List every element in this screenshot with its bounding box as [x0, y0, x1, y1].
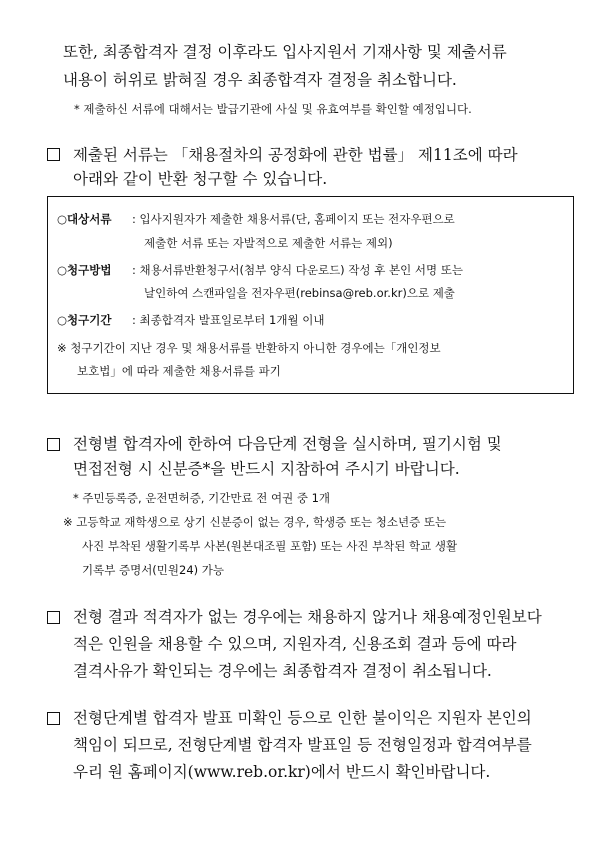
item1-label: ○대상서류: [57, 212, 112, 226]
para0-note: * 제출하신 서류에 대해서는 발급기관에 사실 및 유효여부를 확인할 예정입니다.: [74, 102, 472, 116]
section4-line3: 우리 원 홈페이지(www.reb.or.kr)에서 반드시 확인바랍니다.: [73, 763, 491, 781]
para0-line2: 내용이 허위로 밝혀질 경우 최종합격자 결정을 취소합니다.: [63, 71, 457, 89]
item3-label: ○청구기간: [57, 313, 112, 327]
item2-line2: 날인하여 스캔파일을 전자우편(rebinsa@reb.or.kr)으로 제출: [144, 286, 455, 300]
checkbox-section1: [47, 148, 60, 161]
section2-note1: * 주민등록증, 운전면허증, 기간만료 전 여권 중 1개: [73, 491, 331, 505]
box-note-line1: ※ 청구기간이 지난 경우 및 채용서류를 반환하지 아니한 경우에는「개인정보: [57, 341, 441, 355]
section2-note2-line1: ※ 고등학교 재학생으로 상기 신분증이 없는 경우, 학생증 또는 청소년증 또는: [63, 515, 447, 529]
checkbox-section3: [47, 611, 60, 624]
section3-line3: 결격사유가 확인되는 경우에는 최종합격자 결정이 취소됩니다.: [73, 662, 492, 680]
section2-note2-line3: 기록부 증명서(민원24) 가능: [82, 563, 225, 577]
para0-line1: 또한, 최종합격자 결정 이후라도 입사지원서 기재사항 및 제출서류: [63, 43, 507, 61]
checkbox-section4: [47, 712, 60, 725]
item2-label: ○청구방법: [57, 263, 112, 277]
section3-line1: 전형 결과 적격자가 없는 경우에는 채용하지 않거나 채용예정인원보다: [73, 608, 542, 626]
checkbox-section2: [47, 438, 60, 451]
section4-line2: 책임이 되므로, 전형단계별 합격자 발표일 등 전형일정과 합격여부를: [73, 736, 532, 754]
section2-note2-line2: 사진 부착된 생활기록부 사본(원본대조필 포함) 또는 사진 부착된 학교 생활: [82, 539, 458, 553]
box-note-line2: 보호법」에 따라 제출한 채용서류를 파기: [77, 364, 281, 378]
item3-line1: : 최종합격자 발표일로부터 1개월 이내: [132, 313, 325, 327]
item1-line2: 제출한 서류 또는 자발적으로 제출한 서류는 제외): [144, 236, 393, 250]
item1-line1: : 입사지원자가 제출한 채용서류(단, 홈페이지 또는 전자우편으로: [132, 212, 455, 226]
section1-line1: 제출된 서류는 「채용절차의 공정화에 관한 법률」 제11조에 따라: [73, 146, 518, 164]
item2-line1: : 채용서류반환청구서(첨부 양식 다운로드) 작성 후 본인 서명 또는: [132, 263, 463, 277]
section1-line2: 아래와 같이 반환 청구할 수 있습니다.: [73, 170, 328, 188]
section2-line1: 전형별 합격자에 한하여 다음단계 전형을 실시하며, 필기시험 및: [73, 435, 502, 453]
section2-line2: 면접전형 시 신분증*을 반드시 지참하여 주시기 바랍니다.: [73, 460, 460, 478]
section4-line1: 전형단계별 합격자 발표 미확인 등으로 인한 불이익은 지원자 본인의: [73, 709, 532, 727]
section3-line2: 적은 인원을 채용할 수 있으며, 지원자격, 신용조회 결과 등에 따라: [73, 635, 517, 653]
